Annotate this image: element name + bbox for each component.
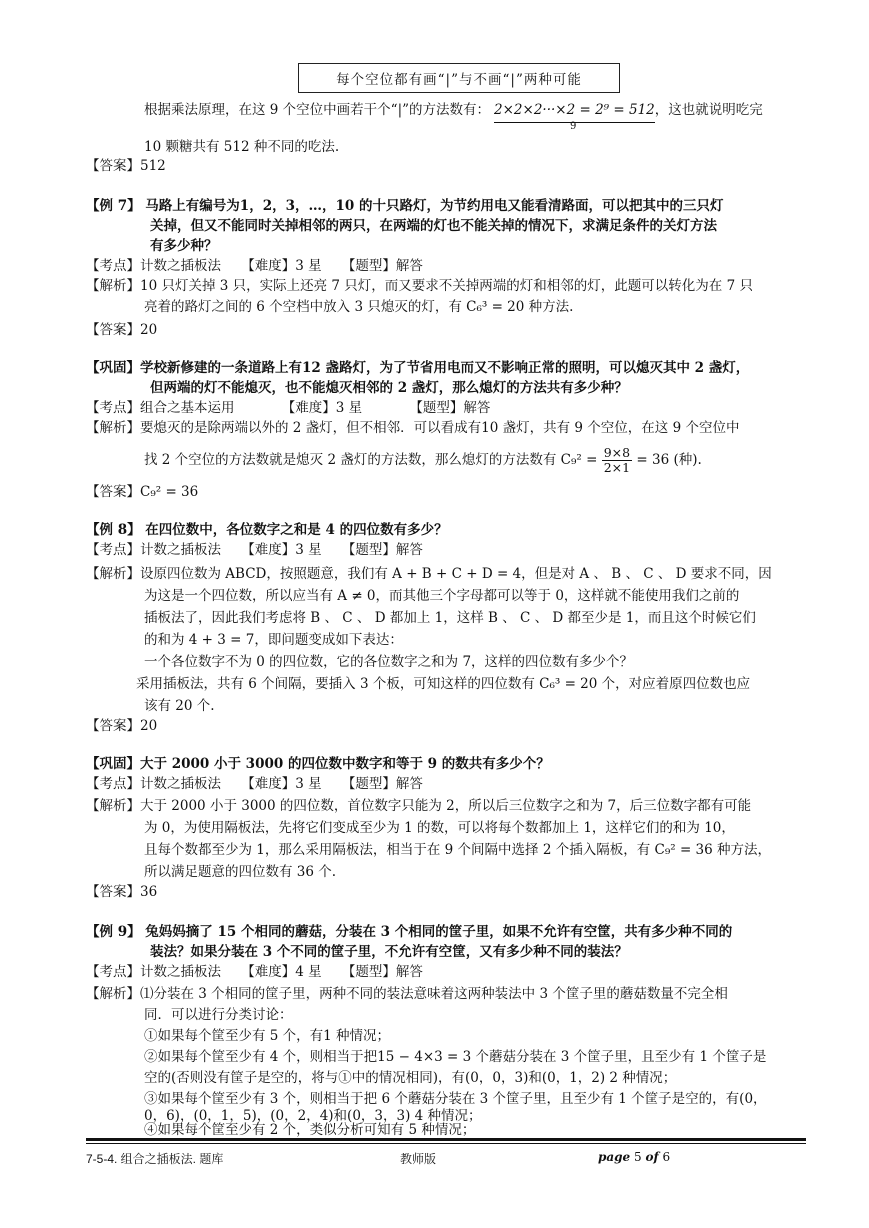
gg1-kaodian: 【考点】组合之基本运用 【难度】3 星 【题型】解答 xyxy=(86,400,491,416)
ex8-jiexi-3: 插板法了，因此我们考虑将 B 、 C 、 D 都加上 1，这样 B 、 C 、 D 都至少是 1，而且这个时候它们 xyxy=(144,610,756,626)
ex7-answer: 【答案】20 xyxy=(86,322,158,338)
intro-text-end: ，这也就说明吃完 xyxy=(654,102,763,118)
footer-page xyxy=(598,1150,670,1164)
gg1-tag: 【巩固】 xyxy=(86,360,140,376)
footer-rule-thick xyxy=(86,1138,806,1141)
ex7-jiexi-1: 【解析】10 只灯关掉 3 只，实际上还亮 7 只灯，而又要求不关掉两端的灯和相邻的灯，此题可以转化为在 7 只 xyxy=(86,278,753,294)
ex7-q3: 有多少种？ xyxy=(150,238,218,254)
ex9-head xyxy=(86,922,732,942)
footer-page-num: 5 xyxy=(634,1150,642,1164)
ex9-jiexi-1: 【解析】⑴分装在 3 个相同的筐子里，两种不同的装法意味着这两种装法中 3 个筐子里的蘑菇数量不完全相 xyxy=(86,986,728,1002)
ex8-jiexi-6: 采用插板法，共有 6 个间隔，要插入 3 个板，可知这样的四位数有 C₆³ = 20 个，对应着原四位数也应 xyxy=(136,676,751,692)
gg1-head xyxy=(86,358,749,378)
ex7-q1: 马路上有编号为1，2，3，…，10 的十只路灯，为节约用电又能看清路面，可以把其中的三只灯 xyxy=(145,198,724,214)
ex7-jiexi-2: 亮着的路灯之间的 6 个空档中放入 3 只熄灭的灯，有 C₆³ = 20 种方法. xyxy=(144,299,574,315)
gg1-jiexi-2-text: 找 2 个空位的方法数就是熄灭 2 盏灯的方法数，那么熄灯的方法数有 C₉² = xyxy=(144,452,598,468)
ex9-jiexi-5: 空的(否则没有筐子是空的，将与①中的情况相同)，有(0，0，3)和(0，1，2) 2 种情况； xyxy=(144,1070,677,1086)
formula-underbrace-count: 9 xyxy=(570,121,577,132)
gg2-q1: 大于 2000 小于 3000 的四位数中数字和等于 9 的数共有多少个？ xyxy=(140,756,550,772)
gg1-fraction xyxy=(602,446,632,475)
ex9-jiexi-4: ②如果每个筐至少有 4 个，则相当于把15 − 4×3 = 3 个蘑菇分装在 3 个筐子里，且至少有 1 个筐子是 xyxy=(144,1049,767,1065)
gg1-answer: 【答案】C₉² = 36 xyxy=(86,484,199,500)
note-box xyxy=(298,63,620,93)
note-box-text: 每个空位都有画“|”与不画“|”两种可能 xyxy=(336,72,582,88)
intro-answer: 【答案】512 xyxy=(86,158,166,174)
gg2-head xyxy=(86,754,550,774)
ex8-jiexi-1: 【解析】设原四位数为 ABCD，按照题意，我们有 A + B + C + D = 4，但是对 A 、 B 、 C 、 D 要求不同，因 xyxy=(86,566,772,582)
footer-page-label: page xyxy=(598,1150,631,1164)
gg2-kaodian: 【考点】计数之插板法 【难度】3 星 【题型】解答 xyxy=(86,776,423,792)
intro-line-1 xyxy=(144,100,763,120)
gg2-answer: 【答案】36 xyxy=(86,884,158,900)
gg2-jiexi-1: 【解析】大于 2000 小于 3000 的四位数，首位数字只能为 2，所以后三位数字之和为 7，后三位数字都有可能 xyxy=(86,798,752,814)
ex8-kaodian: 【考点】计数之插板法 【难度】3 星 【题型】解答 xyxy=(86,542,423,558)
ex9-q2: 装法？如果分装在 3 个不同的筐子里，不允许有空筐，又有多少种不同的装法？ xyxy=(150,944,628,960)
ex7-q2: 关掉，但又不能同时关掉相邻的两只，在两端的灯也不能关掉的情况下，求满足条件的关灯方法 xyxy=(150,218,717,234)
ex9-jiexi-3: ①如果每个筐至少有 5 个，有1 种情况； xyxy=(144,1028,391,1044)
ex9-q1: 兔妈妈摘了 15 个相同的蘑菇，分装在 3 个相同的筐子里，如果不允许有空筐，共有多少种不同的 xyxy=(145,924,733,940)
ex9-kaodian: 【考点】计数之插板法 【难度】4 星 【题型】解答 xyxy=(86,964,423,980)
footer-page-total: 6 xyxy=(662,1150,671,1164)
intro-line-2: 10 颗糖共有 512 种不同的吃法. xyxy=(144,139,340,155)
gg1-frac-num: 9×8 xyxy=(603,445,631,460)
ex8-head xyxy=(86,520,448,540)
ex9-tag: 【例 9】 xyxy=(86,924,141,940)
ex8-answer: 【答案】20 xyxy=(86,718,158,734)
gg1-frac-after: = 36 (种). xyxy=(636,452,702,468)
ex7-kaodian: 【考点】计数之插板法 【难度】3 星 【题型】解答 xyxy=(86,258,423,274)
gg2-tag: 【巩固】 xyxy=(86,756,140,772)
ex9-jiexi-6: ③如果每个筐至少有 3 个，则相当于把 6 个蘑菇分装在 3 个筐子里，且至少有 1 个筐子是空的，有(0， xyxy=(144,1091,767,1107)
ex7-tag: 【例 7】 xyxy=(86,198,141,214)
gg2-jiexi-2: 为 0，为使用隔板法，先将它们变成至少为 1 的数，可以将每个数都加上 1，这样它们的和为 10， xyxy=(144,820,735,836)
gg1-q2: 但两端的灯不能熄灭，也不能熄灭相邻的 2 盏灯，那么熄灯的方法共有多少种？ xyxy=(150,380,628,396)
ex8-jiexi-2: 为这是一个四位数，所以应当有 A ≠ 0，而其他三个字母都可以等于 0，这样就不能使用我们之前的 xyxy=(144,588,740,604)
ex9-jiexi-7: 0，6)，(0，1，5)，(0，2，4)和(0，3，3) 4 种情况； xyxy=(144,1108,482,1124)
ex8-jiexi-7: 该有 20 个. xyxy=(144,698,215,714)
ex8-jiexi-4: 的和为 4 + 3 = 7，即问题变成如下表达： xyxy=(144,632,403,648)
footer-center: 教师版 xyxy=(400,1152,437,1166)
gg1-frac-den: 2×1 xyxy=(603,460,631,475)
gg1-jiexi-1: 【解析】要熄灭的是除两端以外的 2 盏灯，但不相邻．可以看成有10 盏灯，共有 9 个空位，在这 9 个空位中 xyxy=(86,420,740,436)
footer-page-of: of xyxy=(645,1150,659,1164)
ex7-head xyxy=(86,196,723,216)
footer-rule-thin xyxy=(86,1143,806,1144)
ex8-q1: 在四位数中，各位数字之和是 4 的四位数有多少？ xyxy=(145,522,448,538)
footer-left: 7-5-4. 组合之插板法. 题库 xyxy=(86,1152,224,1166)
ex8-jiexi-5: 一个各位数字不为 0 的四位数，它的各位数字之和为 7，这样的四位数有多少个？ xyxy=(144,654,634,670)
ex9-jiexi-8: ④如果每个筐至少有 2 个，类似分析可知有 5 种情况； xyxy=(144,1122,476,1138)
intro-text: 根据乘法原理，在这 9 个空位中画若干个“|”的方法数有： xyxy=(144,102,491,118)
ex9-jiexi-2: 同．可以进行分类讨论： xyxy=(144,1007,293,1023)
ex8-tag: 【例 8】 xyxy=(86,522,141,538)
gg1-jiexi-2 xyxy=(144,446,702,475)
gg2-jiexi-3: 且每个数都至少为 1，那么采用隔板法，相当于在 9 个间隔中选择 2 个插入隔板，有 C₉² = 36 种方法， xyxy=(144,842,772,858)
gg1-q1: 学校新修建的一条道路上有12 盏路灯，为了节省用电而又不影响正常的照明，可以熄灭其中 2 盏灯， xyxy=(140,360,750,376)
gg2-jiexi-4: 所以满足题意的四位数有 36 个. xyxy=(144,864,337,880)
intro-formula: 2×2×2···×2 = 2⁹ = 512 xyxy=(494,102,655,118)
